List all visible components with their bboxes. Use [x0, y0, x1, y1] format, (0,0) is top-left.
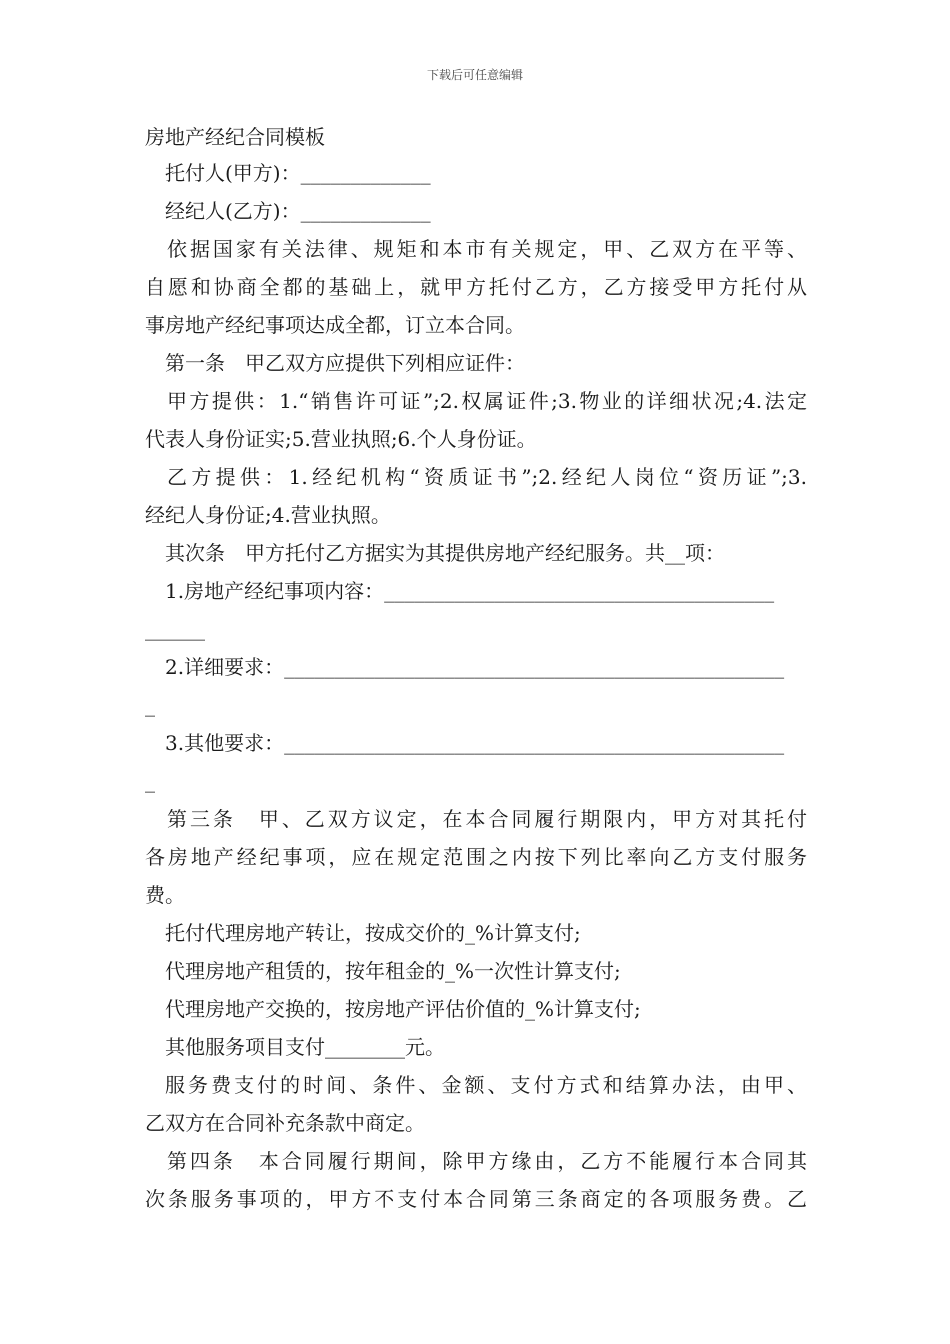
preamble-line: 自愿和协商全都的基础上，就甲方托付乙方，乙方接受甲方托付从	[145, 275, 807, 299]
document-title: 房地产经纪合同模板	[145, 125, 325, 149]
article-1-party-a: 代表人身份证实;5.营业执照;6.个人身份证。	[145, 427, 537, 451]
fee-terms-line: 乙双方在合同补充条款中商定。	[145, 1111, 425, 1135]
article-2-item-continued: _	[145, 769, 155, 793]
fee-terms-line: 服务费支付的时间、条件、金额、支付方式和结算办法，由甲、	[165, 1073, 807, 1097]
article-4-line: 次条服务事项的，甲方不支付本合同第三条商定的各项服务费。乙	[145, 1187, 807, 1211]
article-3-line: 各房地产经纪事项，应在规定范围之内按下列比率向乙方支付服务	[145, 845, 807, 869]
article-2-item: 1.房地产经纪事项内容：_______________________________________	[165, 579, 775, 603]
article-3-line: 费。	[145, 883, 185, 907]
article-2-item-continued: ______	[145, 617, 205, 641]
fee-line: 托付代理房地产转让，按成交价的_%计算支付;	[165, 921, 581, 945]
preamble-line: 依据国家有关法律、规矩和本市有关规定，甲、乙双方在平等、	[167, 237, 807, 261]
article-4-line: 第四条 本合同履行期间，除甲方缘由，乙方不能履行本合同其	[167, 1149, 807, 1173]
article-2-item-continued: _	[145, 693, 155, 717]
article-1-party-b: 乙方提供：1.经纪机构“资质证书”;2.经纪人岗位“资历证”;3.	[167, 465, 807, 489]
article-3-line: 第三条 甲、乙双方议定，在本合同履行期限内，甲方对其托付	[167, 807, 807, 831]
article-2-item: 2.详细要求：__________________________________________________	[165, 655, 785, 679]
fee-line: 其他服务项目支付________元。	[165, 1035, 445, 1059]
party-b-line: 经纪人(乙方)：_____________	[165, 199, 431, 223]
page-header: 下载后可任意编辑	[426, 68, 523, 82]
article-1-party-b: 经纪人身份证;4.营业执照。	[145, 503, 391, 527]
fee-line: 代理房地产租赁的，按年租金的_%一次性计算支付;	[165, 959, 621, 983]
article-1-party-a: 甲方提供：1.“销售许可证”;2.权属证件;3.物业的详细状况;4.法定	[167, 389, 807, 413]
party-a-line: 托付人(甲方)：_____________	[165, 161, 431, 185]
article-1-heading: 第一条 甲乙双方应提供下列相应证件：	[165, 351, 525, 375]
article-2-item: 3.其他要求：__________________________________________________	[165, 731, 785, 755]
article-2-heading: 其次条 甲方托付乙方据实为其提供房地产经纪服务。共__项：	[165, 541, 725, 565]
fee-line: 代理房地产交换的，按房地产评估价值的_%计算支付;	[165, 997, 641, 1021]
preamble-line: 事房地产经纪事项达成全都，订立本合同。	[145, 313, 525, 337]
document-body	[145, 120, 807, 1218]
